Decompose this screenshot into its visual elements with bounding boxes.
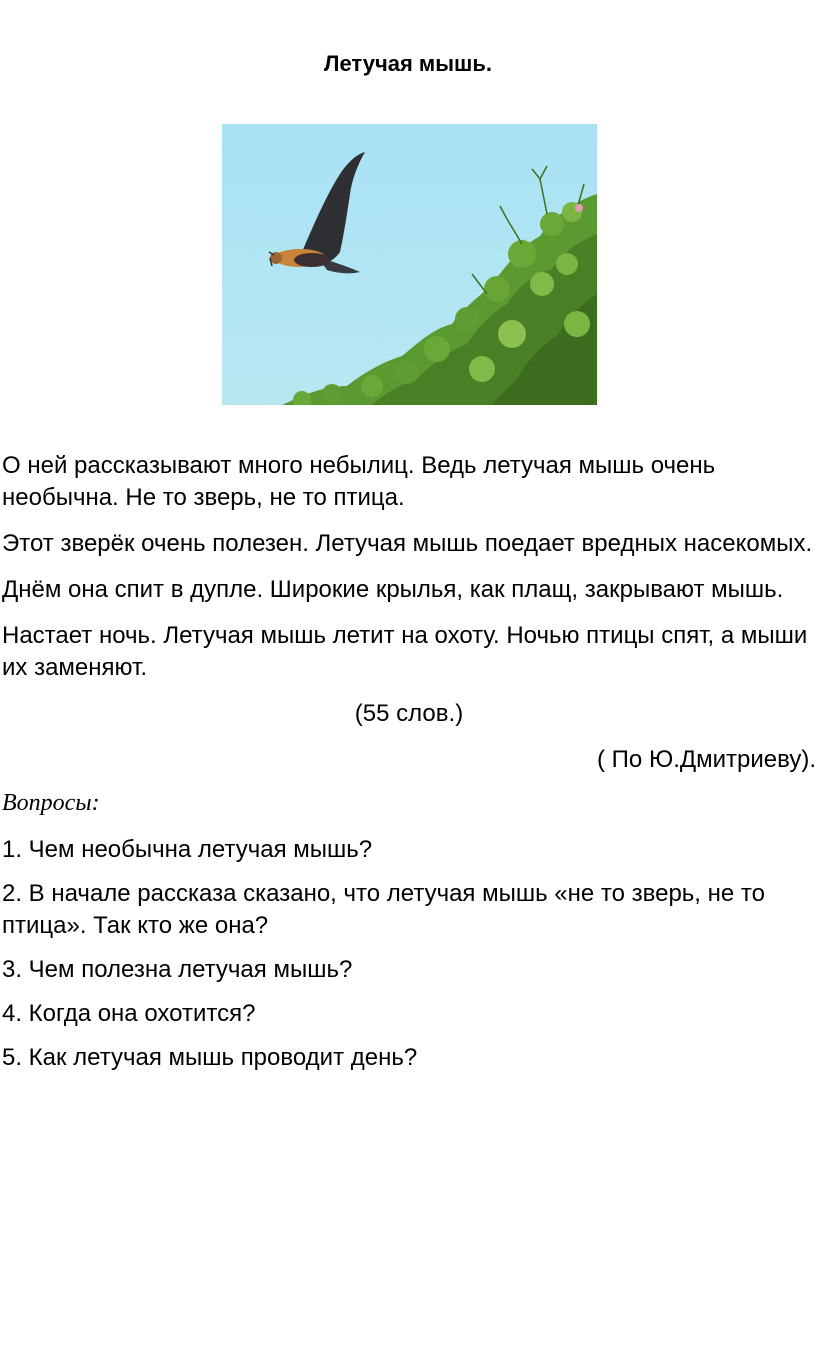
page-title: Летучая мышь. [324,51,492,76]
source-attribution: ( По Ю.Дмитриеву). [597,746,816,773]
bat-photo [222,124,597,405]
question-item: 1. Чем необычна летучая мышь? [2,836,373,863]
paragraph: Днём она спит в дупле. Широкие крылья, как плащ, закрывают мышь. [2,576,784,603]
paragraph: Этот зверёк очень полезен. Летучая мышь поедает вредных насекомых. [2,530,813,557]
question-item: 4. Когда она охотится? [2,1000,256,1027]
word-count: (55 слов.) [354,700,464,727]
question-item: 5. Как летучая мышь проводит день? [2,1044,418,1071]
question-item: 2. В начале рассказа сказано, что летучая мышь «не то зверь, не то птица». Так кто же она? [2,880,765,939]
question-item: 3. Чем полезна летучая мышь? [2,956,353,983]
paragraph: О ней рассказывают много небылиц. Ведь летучая мышь очень необычна. Не то зверь, не то птица. [2,452,716,511]
story-text [2,450,816,1086]
questions-heading: Вопросы: [2,790,100,816]
paragraph: Настает ночь. Летучая мышь летит на охоту. Ночью птицы спят, а мыши их заменяют. [2,622,808,681]
